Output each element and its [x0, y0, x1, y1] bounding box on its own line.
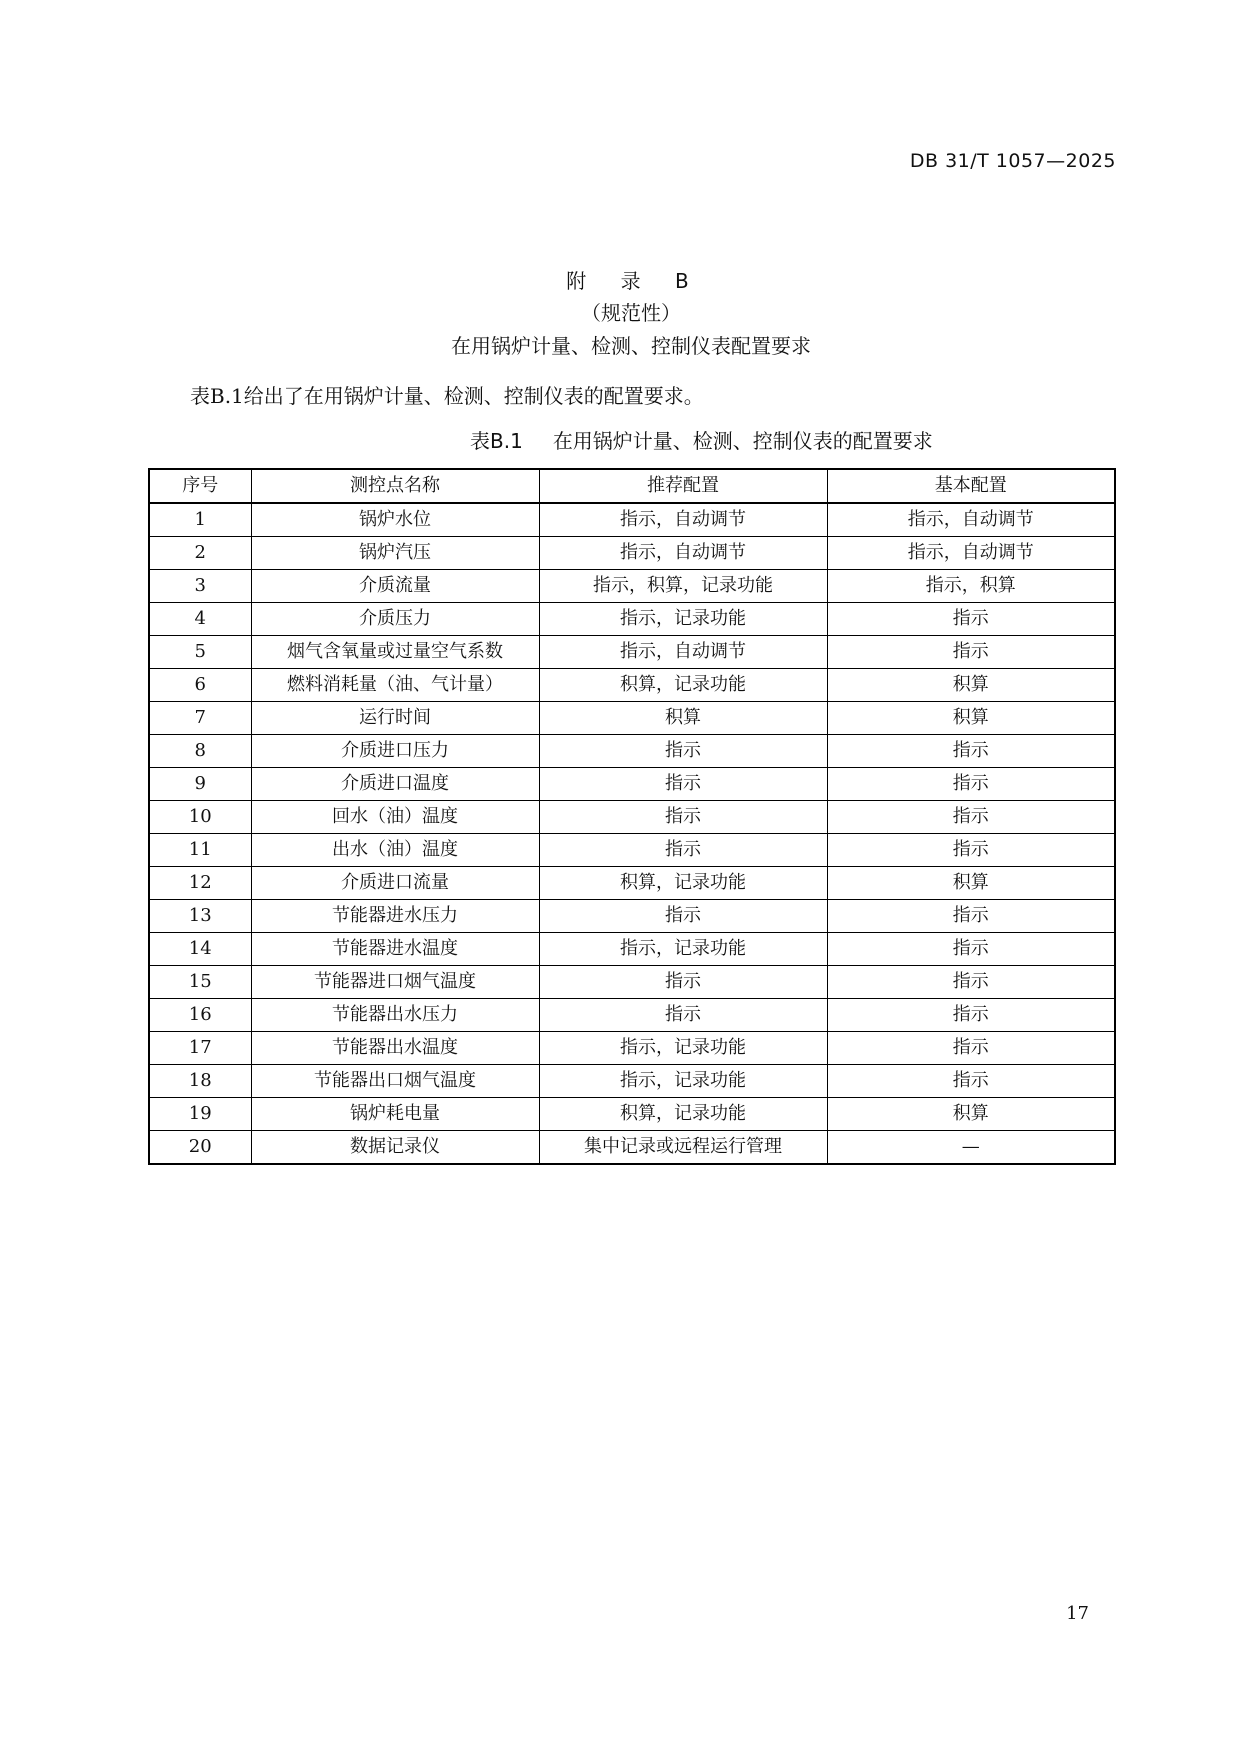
cell-index: 5 — [149, 636, 251, 669]
cell-recommended: 指示 — [539, 768, 827, 801]
page-number: 17 — [1066, 1603, 1089, 1624]
cell-basic: 指示 — [827, 768, 1115, 801]
cell-point-name: 节能器进水温度 — [251, 933, 539, 966]
intro-paragraph: 表B.1给出了在用锅炉计量、检测、控制仪表的配置要求。 — [190, 384, 704, 408]
table-caption-number: 表B.1 — [470, 429, 523, 453]
cell-point-name: 回水（油）温度 — [251, 801, 539, 834]
cell-basic: 指示 — [827, 603, 1115, 636]
cell-basic: 指示 — [827, 1065, 1115, 1098]
cell-point-name: 锅炉耗电量 — [251, 1098, 539, 1131]
cell-index: 17 — [149, 1032, 251, 1065]
cell-recommended: 指示 — [539, 900, 827, 933]
cell-index: 13 — [149, 900, 251, 933]
table-row — [149, 1032, 1115, 1065]
cell-index: 2 — [149, 537, 251, 570]
cell-recommended: 指示 — [539, 834, 827, 867]
cell-recommended: 积算，记录功能 — [539, 669, 827, 702]
cell-recommended: 积算 — [539, 702, 827, 735]
cell-point-name: 数据记录仪 — [251, 1131, 539, 1165]
cell-recommended: 指示 — [539, 999, 827, 1032]
cell-point-name: 介质进口流量 — [251, 867, 539, 900]
cell-recommended: 指示，记录功能 — [539, 933, 827, 966]
cell-basic: 指示，自动调节 — [827, 503, 1115, 537]
cell-basic: 积算 — [827, 867, 1115, 900]
cell-basic: 指示 — [827, 636, 1115, 669]
cell-index: 20 — [149, 1131, 251, 1165]
table-row — [149, 933, 1115, 966]
cell-basic: 指示 — [827, 933, 1115, 966]
table-row — [149, 735, 1115, 768]
cell-index: 18 — [149, 1065, 251, 1098]
table-row — [149, 900, 1115, 933]
table-caption-title: 在用锅炉计量、检测、控制仪表的配置要求 — [552, 429, 933, 453]
cell-basic: 指示 — [827, 999, 1115, 1032]
cell-recommended: 指示，记录功能 — [539, 1032, 827, 1065]
table-caption — [470, 425, 933, 454]
table-row — [149, 636, 1115, 669]
cell-recommended: 指示，自动调节 — [539, 503, 827, 537]
header-cell-point-name: 测控点名称 — [251, 469, 539, 503]
config-table — [148, 468, 1116, 1165]
cell-basic: 指示 — [827, 900, 1115, 933]
table-row — [149, 570, 1115, 603]
cell-index: 12 — [149, 867, 251, 900]
annex-title: 附 录 B — [566, 269, 703, 293]
table-row — [149, 801, 1115, 834]
cell-recommended: 指示，自动调节 — [539, 636, 827, 669]
cell-index: 4 — [149, 603, 251, 636]
table-row — [149, 999, 1115, 1032]
standard-code: DB 31/T 1057—2025 — [909, 150, 1116, 172]
table-row — [149, 1098, 1115, 1131]
cell-basic: 积算 — [827, 702, 1115, 735]
cell-point-name: 介质进口压力 — [251, 735, 539, 768]
cell-basic: 指示 — [827, 966, 1115, 999]
annex-heading: 在用锅炉计量、检测、控制仪表配置要求 — [451, 334, 811, 358]
table-row — [149, 537, 1115, 570]
cell-point-name: 节能器进水压力 — [251, 900, 539, 933]
cell-basic: 指示 — [827, 1032, 1115, 1065]
table-row — [149, 1131, 1115, 1165]
cell-recommended: 集中记录或远程运行管理 — [539, 1131, 827, 1165]
cell-recommended: 指示，记录功能 — [539, 603, 827, 636]
cell-recommended: 指示 — [539, 735, 827, 768]
cell-index: 9 — [149, 768, 251, 801]
cell-recommended: 指示，记录功能 — [539, 1065, 827, 1098]
cell-index: 1 — [149, 503, 251, 537]
cell-recommended: 指示 — [539, 801, 827, 834]
cell-point-name: 节能器出水压力 — [251, 999, 539, 1032]
cell-basic: 指示 — [827, 834, 1115, 867]
cell-basic: — — [827, 1131, 1115, 1165]
cell-basic: 指示，自动调节 — [827, 537, 1115, 570]
cell-index: 10 — [149, 801, 251, 834]
cell-basic: 积算 — [827, 669, 1115, 702]
cell-point-name: 运行时间 — [251, 702, 539, 735]
cell-point-name: 燃料消耗量（油、气计量） — [251, 669, 539, 702]
cell-recommended: 指示 — [539, 966, 827, 999]
cell-index: 15 — [149, 966, 251, 999]
cell-recommended: 积算，记录功能 — [539, 1098, 827, 1131]
cell-recommended: 指示，积算，记录功能 — [539, 570, 827, 603]
cell-point-name: 锅炉汽压 — [251, 537, 539, 570]
table-header-row — [149, 469, 1115, 503]
cell-point-name: 节能器进口烟气温度 — [251, 966, 539, 999]
cell-point-name: 介质流量 — [251, 570, 539, 603]
cell-recommended: 指示，自动调节 — [539, 537, 827, 570]
table-row — [149, 966, 1115, 999]
cell-point-name: 介质压力 — [251, 603, 539, 636]
cell-index: 14 — [149, 933, 251, 966]
cell-point-name: 节能器出口烟气温度 — [251, 1065, 539, 1098]
cell-point-name: 节能器出水温度 — [251, 1032, 539, 1065]
table-row — [149, 669, 1115, 702]
cell-index: 11 — [149, 834, 251, 867]
header-cell-recommended: 推荐配置 — [539, 469, 827, 503]
cell-index: 16 — [149, 999, 251, 1032]
cell-basic: 积算 — [827, 1098, 1115, 1131]
cell-point-name: 锅炉水位 — [251, 503, 539, 537]
table-row — [149, 867, 1115, 900]
cell-index: 8 — [149, 735, 251, 768]
cell-index: 19 — [149, 1098, 251, 1131]
table-row — [149, 702, 1115, 735]
cell-basic: 指示，积算 — [827, 570, 1115, 603]
cell-basic: 指示 — [827, 801, 1115, 834]
table-row — [149, 503, 1115, 537]
cell-recommended: 积算，记录功能 — [539, 867, 827, 900]
header-cell-index: 序号 — [149, 469, 251, 503]
cell-basic: 指示 — [827, 735, 1115, 768]
cell-point-name: 烟气含氧量或过量空气系数 — [251, 636, 539, 669]
header-cell-basic: 基本配置 — [827, 469, 1115, 503]
cell-point-name: 介质进口温度 — [251, 768, 539, 801]
cell-index: 3 — [149, 570, 251, 603]
table-body — [149, 503, 1115, 1164]
table-row — [149, 603, 1115, 636]
cell-index: 6 — [149, 669, 251, 702]
cell-point-name: 出水（油）温度 — [251, 834, 539, 867]
table-row — [149, 1065, 1115, 1098]
table-row — [149, 768, 1115, 801]
cell-index: 7 — [149, 702, 251, 735]
table-row — [149, 834, 1115, 867]
annex-nature: （规范性） — [581, 301, 681, 325]
